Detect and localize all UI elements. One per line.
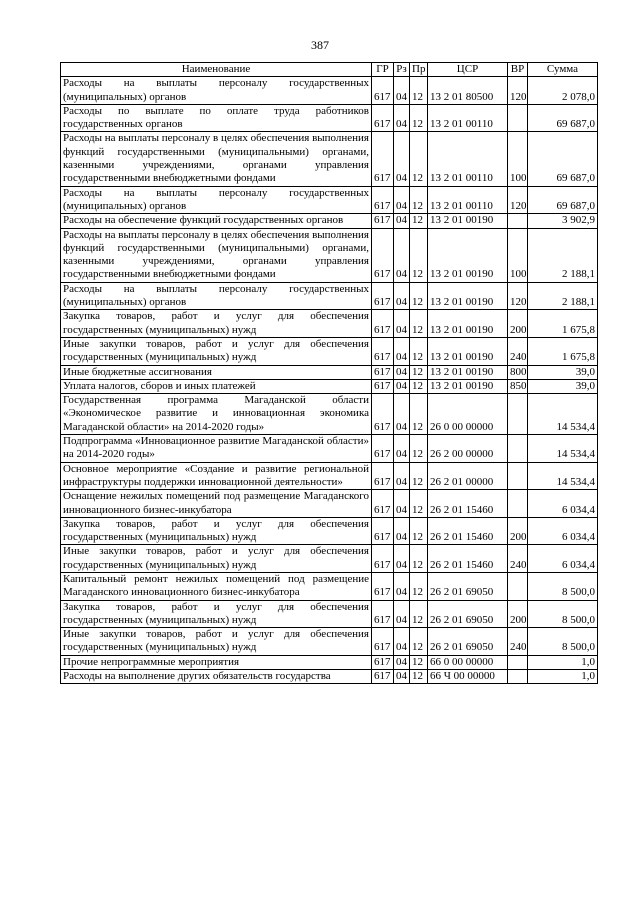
cell-name: Расходы на выполнение других обязательств государства bbox=[61, 670, 372, 684]
cell-pr: 12 bbox=[410, 365, 428, 379]
cell-name: Иные закупки товаров, работ и услуг для обеспечения государственных (муниципальных) нужд bbox=[61, 337, 372, 365]
cell-vr bbox=[508, 104, 528, 132]
cell-gr: 617 bbox=[372, 670, 394, 684]
cell-rz: 04 bbox=[394, 572, 410, 600]
cell-name: Прочие непрограммные мероприятия bbox=[61, 655, 372, 669]
table-row bbox=[61, 462, 598, 490]
cell-vr bbox=[508, 572, 528, 600]
cell-csr: 26 2 01 15460 bbox=[428, 545, 508, 573]
table-row bbox=[61, 600, 598, 628]
cell-csr: 13 2 01 00110 bbox=[428, 132, 508, 186]
cell-sum: 8 500,0 bbox=[528, 628, 598, 656]
cell-csr: 26 0 00 00000 bbox=[428, 394, 508, 435]
cell-vr: 200 bbox=[508, 310, 528, 338]
cell-csr: 13 2 01 00190 bbox=[428, 282, 508, 310]
cell-rz: 04 bbox=[394, 228, 410, 282]
cell-name: Расходы на обеспечение функций государственных органов bbox=[61, 214, 372, 228]
cell-name: Закупка товаров, работ и услуг для обеспечения государственных (муниципальных) нужд bbox=[61, 517, 372, 545]
table-body bbox=[61, 77, 598, 684]
cell-sum: 6 034,4 bbox=[528, 545, 598, 573]
cell-vr: 240 bbox=[508, 628, 528, 656]
cell-pr: 12 bbox=[410, 282, 428, 310]
cell-csr: 13 2 01 00190 bbox=[428, 214, 508, 228]
cell-name: Расходы по выплате по оплате труда работников государственных органов bbox=[61, 104, 372, 132]
cell-rz: 04 bbox=[394, 310, 410, 338]
cell-gr: 617 bbox=[372, 310, 394, 338]
cell-rz: 04 bbox=[394, 462, 410, 490]
column-header-csr: ЦСР bbox=[428, 63, 508, 77]
cell-rz: 04 bbox=[394, 214, 410, 228]
cell-name: Закупка товаров, работ и услуг для обеспечения государственных (муниципальных) нужд bbox=[61, 600, 372, 628]
cell-name: Основное мероприятие «Создание и развитие региональной инфраструктуры поддержки инновационной деятельности» bbox=[61, 462, 372, 490]
cell-pr: 12 bbox=[410, 214, 428, 228]
table-row bbox=[61, 517, 598, 545]
cell-gr: 617 bbox=[372, 132, 394, 186]
cell-vr bbox=[508, 462, 528, 490]
cell-pr: 12 bbox=[410, 628, 428, 656]
column-header-pr: Пр bbox=[410, 63, 428, 77]
cell-vr: 100 bbox=[508, 228, 528, 282]
column-header-gr: ГР bbox=[372, 63, 394, 77]
cell-pr: 12 bbox=[410, 435, 428, 463]
cell-name: Иные закупки товаров, работ и услуг для обеспечения государственных (муниципальных) нужд bbox=[61, 628, 372, 656]
cell-rz: 04 bbox=[394, 545, 410, 573]
cell-gr: 617 bbox=[372, 462, 394, 490]
cell-sum: 6 034,4 bbox=[528, 490, 598, 518]
cell-pr: 12 bbox=[410, 228, 428, 282]
cell-vr: 240 bbox=[508, 545, 528, 573]
page-number: 387 bbox=[311, 38, 329, 52]
cell-csr: 13 2 01 80500 bbox=[428, 77, 508, 105]
cell-gr: 617 bbox=[372, 490, 394, 518]
table-row bbox=[61, 337, 598, 365]
cell-csr: 13 2 01 00190 bbox=[428, 337, 508, 365]
cell-vr: 120 bbox=[508, 282, 528, 310]
cell-vr: 240 bbox=[508, 337, 528, 365]
cell-vr bbox=[508, 670, 528, 684]
cell-csr: 13 2 01 00110 bbox=[428, 186, 508, 214]
cell-csr: 13 2 01 00110 bbox=[428, 104, 508, 132]
cell-sum: 69 687,0 bbox=[528, 186, 598, 214]
cell-pr: 12 bbox=[410, 394, 428, 435]
cell-pr: 12 bbox=[410, 517, 428, 545]
cell-gr: 617 bbox=[372, 545, 394, 573]
cell-csr: 26 2 01 15460 bbox=[428, 517, 508, 545]
table-row bbox=[61, 545, 598, 573]
cell-name: Уплата налогов, сборов и иных платежей bbox=[61, 379, 372, 393]
table-row bbox=[61, 228, 598, 282]
column-header-sum: Сумма bbox=[528, 63, 598, 77]
cell-sum: 39,0 bbox=[528, 365, 598, 379]
cell-vr bbox=[508, 490, 528, 518]
cell-gr: 617 bbox=[372, 228, 394, 282]
cell-gr: 617 bbox=[372, 365, 394, 379]
cell-vr bbox=[508, 394, 528, 435]
cell-sum: 1 675,8 bbox=[528, 337, 598, 365]
cell-sum: 14 534,4 bbox=[528, 435, 598, 463]
cell-sum: 2 078,0 bbox=[528, 77, 598, 105]
cell-csr: 26 2 01 69050 bbox=[428, 572, 508, 600]
cell-sum: 1,0 bbox=[528, 655, 598, 669]
cell-rz: 04 bbox=[394, 379, 410, 393]
cell-sum: 1 675,8 bbox=[528, 310, 598, 338]
cell-pr: 12 bbox=[410, 379, 428, 393]
table-row bbox=[61, 572, 598, 600]
cell-sum: 8 500,0 bbox=[528, 600, 598, 628]
cell-sum: 14 534,4 bbox=[528, 462, 598, 490]
cell-csr: 66 0 00 00000 bbox=[428, 655, 508, 669]
cell-csr: 13 2 01 00190 bbox=[428, 310, 508, 338]
column-header-rz: Рз bbox=[394, 63, 410, 77]
cell-gr: 617 bbox=[372, 186, 394, 214]
cell-sum: 69 687,0 bbox=[528, 132, 598, 186]
cell-pr: 12 bbox=[410, 572, 428, 600]
cell-vr: 120 bbox=[508, 77, 528, 105]
cell-pr: 12 bbox=[410, 104, 428, 132]
cell-gr: 617 bbox=[372, 517, 394, 545]
cell-vr: 200 bbox=[508, 517, 528, 545]
cell-gr: 617 bbox=[372, 435, 394, 463]
cell-name: Подпрограмма «Инновационное развитие Магаданской области» на 2014-2020 годы» bbox=[61, 435, 372, 463]
cell-sum: 8 500,0 bbox=[528, 572, 598, 600]
cell-name: Закупка товаров, работ и услуг для обеспечения государственных (муниципальных) нужд bbox=[61, 310, 372, 338]
cell-gr: 617 bbox=[372, 628, 394, 656]
cell-rz: 04 bbox=[394, 77, 410, 105]
column-header-vr: ВР bbox=[508, 63, 528, 77]
cell-rz: 04 bbox=[394, 670, 410, 684]
cell-gr: 617 bbox=[372, 394, 394, 435]
cell-name: Капитальный ремонт нежилых помещений под размещение Магаданского инновационного бизнес-инкубатора bbox=[61, 572, 372, 600]
cell-rz: 04 bbox=[394, 365, 410, 379]
cell-pr: 12 bbox=[410, 490, 428, 518]
cell-vr bbox=[508, 655, 528, 669]
cell-sum: 2 188,1 bbox=[528, 282, 598, 310]
table-row bbox=[61, 282, 598, 310]
cell-rz: 04 bbox=[394, 282, 410, 310]
table-row bbox=[61, 490, 598, 518]
cell-pr: 12 bbox=[410, 545, 428, 573]
table-row bbox=[61, 77, 598, 105]
cell-gr: 617 bbox=[372, 600, 394, 628]
cell-rz: 04 bbox=[394, 517, 410, 545]
cell-sum: 39,0 bbox=[528, 379, 598, 393]
cell-gr: 617 bbox=[372, 214, 394, 228]
cell-sum: 2 188,1 bbox=[528, 228, 598, 282]
cell-name: Расходы на выплаты персоналу в целях обеспечения выполнения функций государственными (муниципальными) органами, казенными учреждениями, органами управления государственными внебюджетными фондами bbox=[61, 132, 372, 186]
cell-name: Расходы на выплаты персоналу в целях обеспечения выполнения функций государственными (муниципальными) органами, казенными учреждениями, органами управления государственными внебюджетными фондами bbox=[61, 228, 372, 282]
cell-vr: 850 bbox=[508, 379, 528, 393]
table-row bbox=[61, 655, 598, 669]
cell-csr: 26 2 01 69050 bbox=[428, 628, 508, 656]
cell-csr: 26 2 01 15460 bbox=[428, 490, 508, 518]
cell-gr: 617 bbox=[372, 104, 394, 132]
cell-vr: 100 bbox=[508, 132, 528, 186]
cell-pr: 12 bbox=[410, 132, 428, 186]
cell-csr: 13 2 01 00190 bbox=[428, 365, 508, 379]
cell-sum: 1,0 bbox=[528, 670, 598, 684]
cell-sum: 3 902,9 bbox=[528, 214, 598, 228]
column-header-name: Наименование bbox=[61, 63, 372, 77]
cell-rz: 04 bbox=[394, 337, 410, 365]
cell-rz: 04 bbox=[394, 628, 410, 656]
cell-sum: 14 534,4 bbox=[528, 394, 598, 435]
cell-csr: 13 2 01 00190 bbox=[428, 228, 508, 282]
cell-rz: 04 bbox=[394, 104, 410, 132]
cell-name: Расходы на выплаты персоналу государственных (муниципальных) органов bbox=[61, 282, 372, 310]
cell-pr: 12 bbox=[410, 337, 428, 365]
table-row bbox=[61, 104, 598, 132]
cell-gr: 617 bbox=[372, 282, 394, 310]
cell-pr: 12 bbox=[410, 186, 428, 214]
table-row bbox=[61, 628, 598, 656]
cell-sum: 6 034,4 bbox=[528, 517, 598, 545]
cell-sum: 69 687,0 bbox=[528, 104, 598, 132]
table-row bbox=[61, 365, 598, 379]
table-row bbox=[61, 435, 598, 463]
table-row bbox=[61, 186, 598, 214]
cell-rz: 04 bbox=[394, 394, 410, 435]
table-row bbox=[61, 132, 598, 186]
table-row bbox=[61, 214, 598, 228]
table-header bbox=[61, 63, 598, 77]
cell-rz: 04 bbox=[394, 132, 410, 186]
cell-gr: 617 bbox=[372, 379, 394, 393]
cell-name: Оснащение нежилых помещений под размещение Магаданского инновационного бизнес-инкубатора bbox=[61, 490, 372, 518]
cell-pr: 12 bbox=[410, 655, 428, 669]
cell-vr bbox=[508, 214, 528, 228]
cell-rz: 04 bbox=[394, 655, 410, 669]
cell-name: Иные бюджетные ассигнования bbox=[61, 365, 372, 379]
cell-gr: 617 bbox=[372, 337, 394, 365]
table-row bbox=[61, 394, 598, 435]
cell-name: Государственная программа Магаданской области «Экономическое развитие и инновационная экономика Магаданской области» на 2014-2020 годы» bbox=[61, 394, 372, 435]
table-row bbox=[61, 670, 598, 684]
cell-gr: 617 bbox=[372, 77, 394, 105]
cell-pr: 12 bbox=[410, 77, 428, 105]
cell-vr: 120 bbox=[508, 186, 528, 214]
cell-csr: 13 2 01 00190 bbox=[428, 379, 508, 393]
cell-rz: 04 bbox=[394, 435, 410, 463]
cell-name: Расходы на выплаты персоналу государственных (муниципальных) органов bbox=[61, 186, 372, 214]
cell-vr bbox=[508, 435, 528, 463]
cell-vr: 200 bbox=[508, 600, 528, 628]
cell-gr: 617 bbox=[372, 655, 394, 669]
cell-csr: 26 2 00 00000 bbox=[428, 435, 508, 463]
cell-csr: 66 Ч 00 00000 bbox=[428, 670, 508, 684]
cell-pr: 12 bbox=[410, 600, 428, 628]
cell-pr: 12 bbox=[410, 310, 428, 338]
cell-vr: 800 bbox=[508, 365, 528, 379]
budget-table bbox=[60, 62, 598, 684]
cell-csr: 26 2 01 69050 bbox=[428, 600, 508, 628]
table-row bbox=[61, 310, 598, 338]
cell-name: Иные закупки товаров, работ и услуг для обеспечения государственных (муниципальных) нужд bbox=[61, 545, 372, 573]
cell-rz: 04 bbox=[394, 600, 410, 628]
cell-name: Расходы на выплаты персоналу государственных (муниципальных) органов bbox=[61, 77, 372, 105]
table-row bbox=[61, 379, 598, 393]
cell-rz: 04 bbox=[394, 490, 410, 518]
cell-gr: 617 bbox=[372, 572, 394, 600]
cell-pr: 12 bbox=[410, 462, 428, 490]
cell-rz: 04 bbox=[394, 186, 410, 214]
cell-pr: 12 bbox=[410, 670, 428, 684]
cell-csr: 26 2 01 00000 bbox=[428, 462, 508, 490]
